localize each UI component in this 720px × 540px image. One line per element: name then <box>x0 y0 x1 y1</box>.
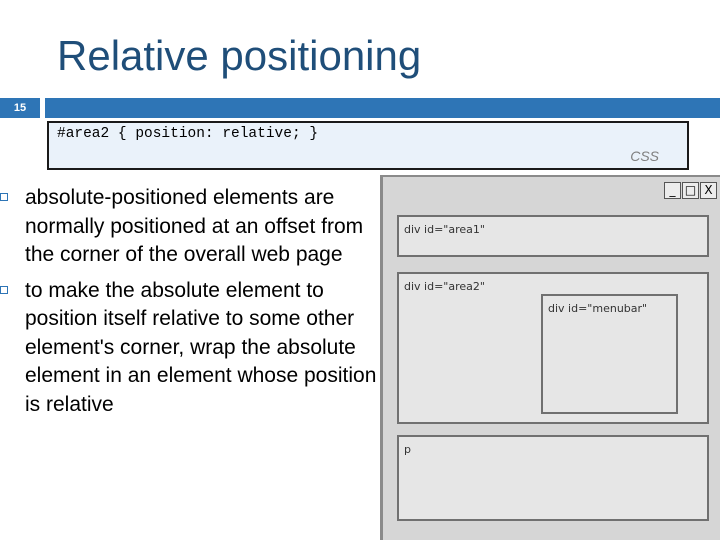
bullet-text: absolute-positioned elements are normally positioned at an offset from the corner of the overall web page <box>25 186 364 266</box>
area2-label: div id="area2" <box>404 280 485 293</box>
code-snippet: #area2 { position: relative; } <box>57 126 319 142</box>
code-language-label: CSS <box>630 148 659 164</box>
window-controls <box>664 182 717 199</box>
area1-label: div id="area1" <box>404 223 485 236</box>
title-divider-bar <box>45 98 720 118</box>
square-bullet-icon <box>0 193 8 201</box>
slide-title: Relative positioning <box>57 32 422 79</box>
bullet-text: to make the absolute element to position itself relative to some other element's corner, wrap the absolute element in an element whose position is relative <box>25 278 377 416</box>
menubar-box <box>541 294 678 414</box>
square-bullet-icon <box>0 286 8 294</box>
bullet-item <box>0 184 380 270</box>
area2-box <box>397 272 709 424</box>
menubar-label: div id="menubar" <box>548 302 648 315</box>
bullet-item <box>0 277 380 420</box>
area1-box <box>397 215 709 257</box>
browser-window-illustration <box>380 175 720 540</box>
minimize-icon[interactable]: _ <box>664 182 681 199</box>
code-example-box <box>47 121 689 170</box>
close-icon[interactable]: X <box>700 182 717 199</box>
paragraph-box <box>397 435 709 521</box>
maximize-icon[interactable]: □ <box>682 182 699 199</box>
slide-number: 15 <box>0 98 40 118</box>
bullet-list <box>0 184 380 474</box>
paragraph-label: p <box>404 443 411 456</box>
